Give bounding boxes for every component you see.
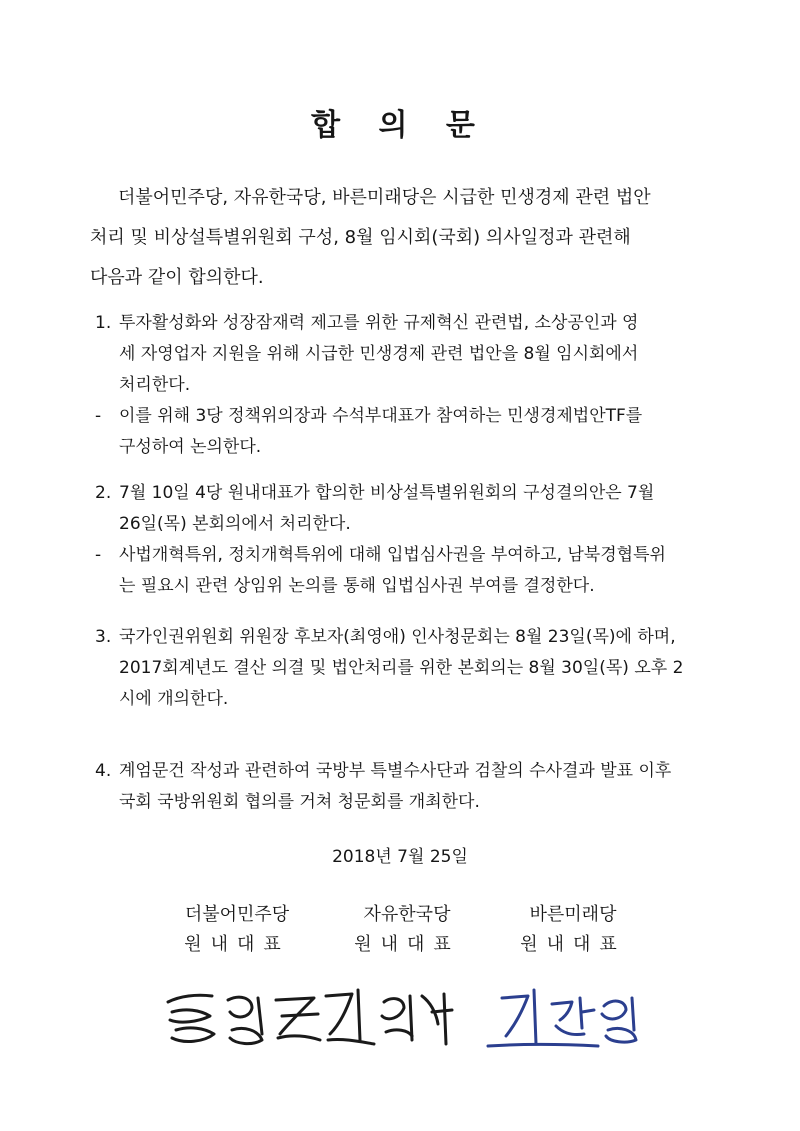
signatory-role: 원내대표 (354, 934, 460, 955)
item-line: 계엄문건 작성과 관련하여 국방부 특별수사단과 검찰의 수사결과 발표 이후 (119, 761, 672, 781)
item-number: 1. (95, 313, 112, 333)
intro-paragraph (90, 178, 718, 298)
signatory-block-2 (322, 900, 492, 960)
sub-dash: - (95, 545, 102, 565)
signature-2 (326, 990, 452, 1044)
sub-line: 이를 위해 3당 정책위의장과 수석부대표가 참여하는 민생경제법안TF를 (119, 406, 643, 426)
signature-3 (488, 990, 636, 1046)
signatory-party: 바른미래당 (529, 904, 617, 925)
document-date: 2018년 7월 25일 (332, 847, 468, 867)
item-line: 처리한다. (119, 375, 191, 395)
item-line: 시에 개의한다. (119, 689, 229, 709)
sub-line: 사법개혁특위, 정치개혁특위에 대해 입법심사권을 부여하고, 남북경협특위 (119, 545, 666, 565)
sub-line: 는 필요시 관련 상임위 논의를 통해 입법심사권 부여를 결정한다. (119, 576, 595, 596)
item-number: 3. (95, 627, 112, 647)
sub-dash: - (95, 406, 102, 426)
agreement-item-1 (95, 308, 725, 463)
intro-line: 더불어민주당, 자유한국당, 바른미래당은 시급한 민생경제 관련 법안 (118, 187, 651, 208)
intro-line: 다음과 같이 합의한다. (90, 267, 264, 288)
signature-1 (168, 995, 320, 1043)
signatory-party: 더불어민주당 (184, 904, 290, 925)
agreement-item-3 (95, 622, 725, 715)
agreement-item-2 (95, 478, 725, 602)
document-title: 합 의 문 (311, 108, 489, 143)
item-line: 투자활성화와 성장잠재력 제고를 위한 규제혁신 관련법, 소상공인과 영 (119, 313, 639, 333)
signatory-block-1 (152, 900, 322, 960)
item-line: 국회 국방위원회 협의를 거쳐 청문회를 개최한다. (119, 792, 480, 812)
item-number: 2. (95, 483, 112, 503)
signatory-role: 원내대표 (520, 934, 626, 955)
item-number: 4. (95, 761, 112, 781)
sub-line: 구성하여 논의한다. (119, 437, 262, 457)
item-line: 국가인권위원회 위원장 후보자(최영애) 인사청문회는 8월 23일(목)에 하며, (119, 627, 676, 647)
item-line: 2017회계년도 결산 의결 및 법안처리를 위한 본회의는 8월 30일(목) 오후 2 (119, 658, 684, 678)
signatory-role: 원내대표 (184, 934, 290, 955)
signatory-party: 자유한국당 (363, 904, 451, 925)
signatory-block-3 (488, 900, 658, 960)
agreement-item-4 (95, 756, 725, 818)
item-line: 26일(목) 본회의에서 처리한다. (119, 514, 351, 534)
intro-line: 처리 및 비상설특별위원회 구성, 8월 임시회(국회) 의사일정과 관련해 (90, 227, 631, 248)
item-line: 세 자영업자 지원을 위해 시급한 민생경제 관련 법안을 8월 임시회에서 (119, 344, 639, 364)
item-line: 7월 10일 4당 원내대표가 합의한 비상설특별위원회의 구성결의안은 7월 (119, 483, 655, 503)
